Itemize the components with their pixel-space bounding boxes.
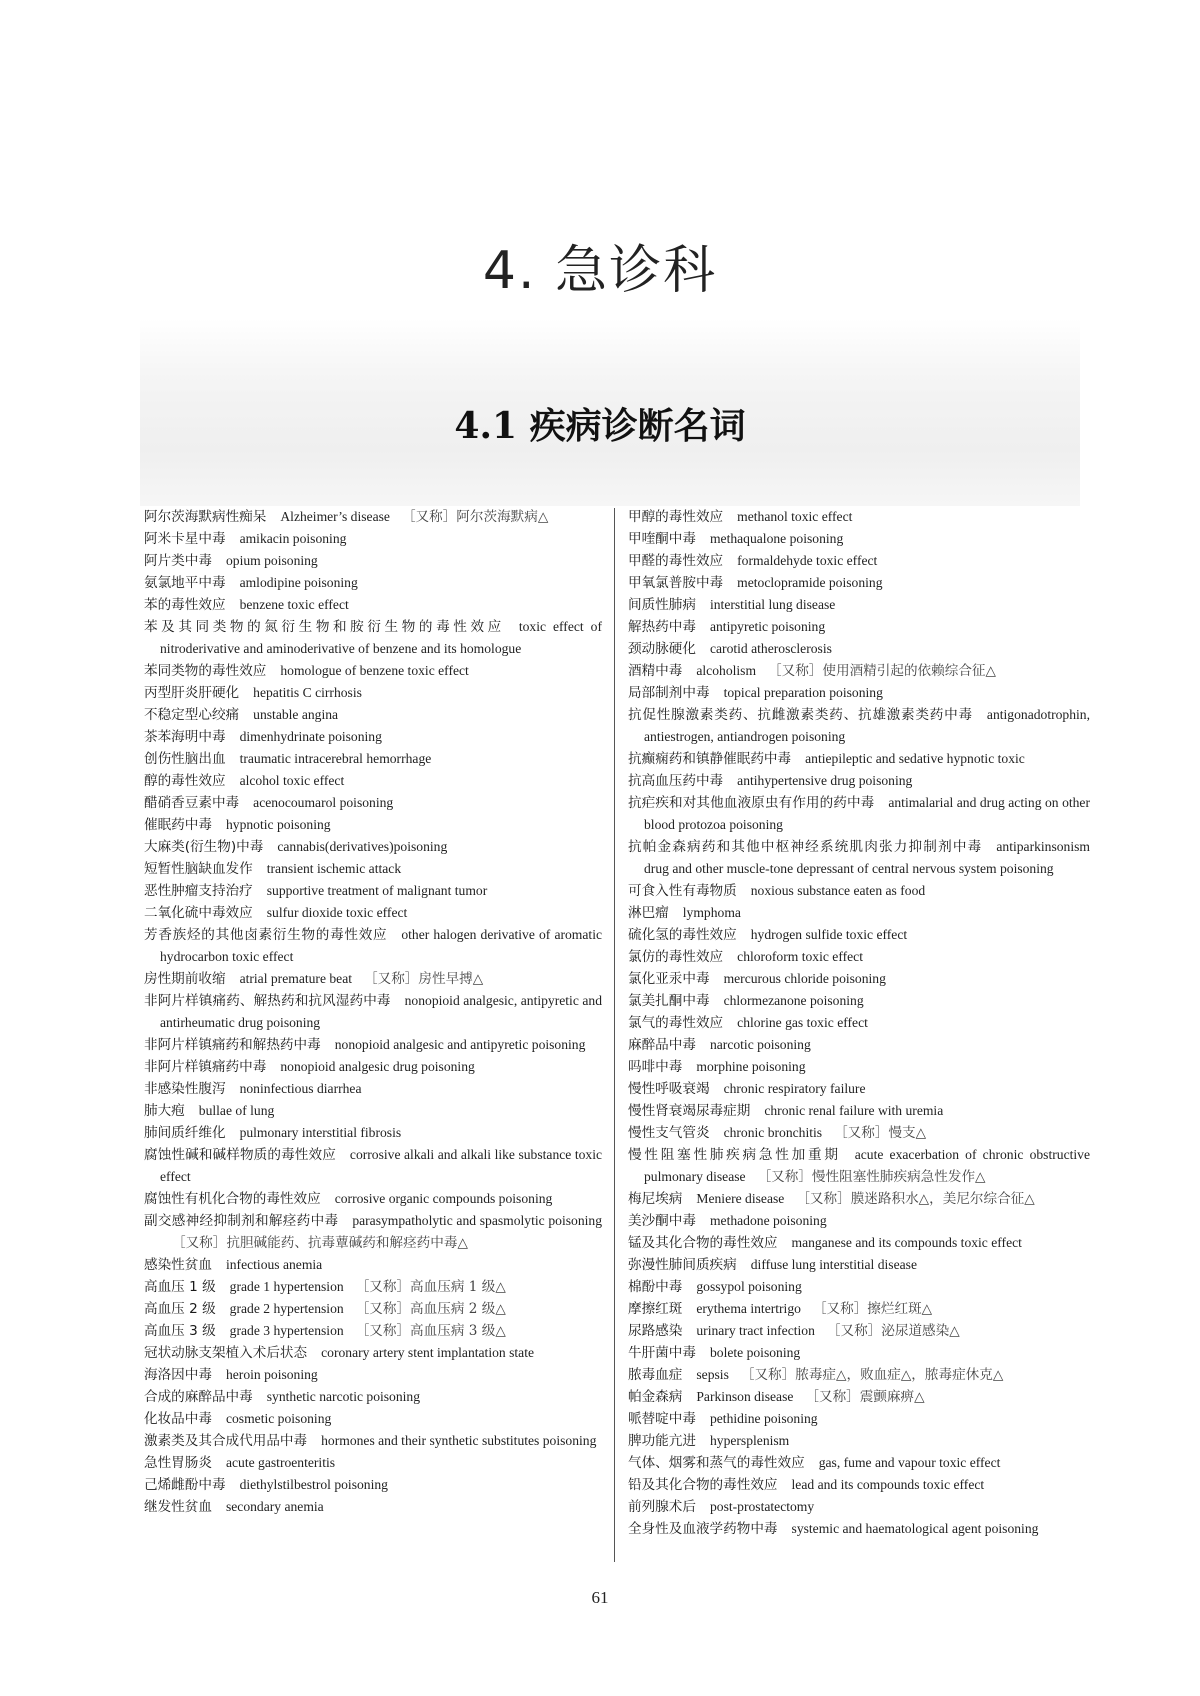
term-english: interstitial lung disease bbox=[709, 597, 836, 612]
glossary-entry bbox=[628, 1188, 1090, 1210]
glossary-column-left bbox=[144, 506, 602, 1518]
term-english: chronic bronchitis bbox=[723, 1125, 823, 1140]
glossary-entry bbox=[144, 968, 602, 990]
term-chinese: 锰及其化合物的毒性效应 bbox=[628, 1235, 778, 1251]
term-chinese: 抗高血压药中毒 bbox=[628, 773, 724, 789]
term-english: gas, fume and vapour toxic effect bbox=[818, 1455, 1001, 1470]
term-chinese: 丙型肝炎肝硬化 bbox=[144, 685, 240, 701]
glossary-entry bbox=[628, 1056, 1090, 1078]
glossary-entry bbox=[144, 1474, 602, 1496]
term-alias: ［又称］使用酒精引起的依赖综合征△ bbox=[768, 663, 996, 679]
term-chinese: 尿路感染 bbox=[628, 1323, 683, 1339]
term-english: infectious anemia bbox=[225, 1257, 323, 1272]
term-chinese: 大麻类(衍生物)中毒 bbox=[144, 839, 264, 855]
glossary-entry bbox=[628, 1276, 1090, 1298]
term-alias: ［又称］慢支△ bbox=[834, 1125, 927, 1141]
term-english: pulmonary interstitial fibrosis bbox=[239, 1125, 402, 1140]
term-chinese: 局部制剂中毒 bbox=[628, 685, 710, 701]
term-chinese: 短暂性脑缺血发作 bbox=[144, 861, 253, 877]
term-english: cannabis(derivatives)poisoning bbox=[277, 839, 448, 854]
term-english: unstable angina bbox=[253, 707, 339, 722]
term-english: antigonadotrophin, antiestrogen, antiandrogen poisoning bbox=[644, 707, 1090, 744]
term-english: parasympatholytic and spasmolytic poisoning bbox=[352, 1213, 602, 1228]
term-chinese: 腐蚀性有机化合物的毒性效应 bbox=[144, 1191, 321, 1207]
term-english: manganese and its compounds toxic effect bbox=[791, 1235, 1022, 1250]
glossary-entry bbox=[144, 880, 602, 902]
term-english: acute exacerbation of chronic obstructive pulmonary disease bbox=[644, 1147, 1090, 1184]
glossary-entry bbox=[144, 550, 602, 572]
term-chinese: 激素类及其合成代用品中毒 bbox=[144, 1433, 308, 1449]
glossary-entry bbox=[628, 770, 1090, 792]
term-english: synthetic narcotic poisoning bbox=[266, 1389, 421, 1404]
term-english: nonopioid analgesic, antipyretic and antirheumatic drug poisoning bbox=[160, 993, 602, 1030]
glossary-entry bbox=[628, 748, 1090, 770]
term-alias: ［又称］房性早搏△ bbox=[364, 971, 484, 987]
glossary-entry bbox=[144, 682, 602, 704]
glossary-entry bbox=[144, 1342, 602, 1364]
term-chinese: 非阿片样镇痛药、解热药和抗风湿药中毒 bbox=[144, 993, 391, 1009]
term-chinese: 茶苯海明中毒 bbox=[144, 729, 226, 745]
term-chinese: 硫化氢的毒性效应 bbox=[628, 927, 737, 943]
term-english: lymphoma bbox=[682, 905, 741, 920]
term-english: methaqualone poisoning bbox=[709, 531, 844, 546]
term-chinese: 醇的毒性效应 bbox=[144, 773, 226, 789]
term-english: sulfur dioxide toxic effect bbox=[266, 905, 408, 920]
term-english: morphine poisoning bbox=[696, 1059, 806, 1074]
term-chinese: 梅尼埃病 bbox=[628, 1191, 683, 1207]
term-chinese: 麻醉品中毒 bbox=[628, 1037, 696, 1053]
glossary-entry bbox=[144, 506, 602, 528]
glossary-entry bbox=[628, 682, 1090, 704]
glossary-entry bbox=[144, 1122, 602, 1144]
glossary-entry bbox=[628, 1496, 1090, 1518]
glossary-entry bbox=[144, 770, 602, 792]
glossary-entry bbox=[144, 660, 602, 682]
term-english: hepatitis C cirrhosis bbox=[253, 685, 362, 700]
term-english: bolete poisoning bbox=[709, 1345, 801, 1360]
term-chinese: 慢性阻塞性肺疾病急性加重期 bbox=[628, 1147, 841, 1163]
term-chinese: 肺间质纤维化 bbox=[144, 1125, 226, 1141]
glossary-entry bbox=[144, 1496, 602, 1518]
glossary-entry bbox=[628, 990, 1090, 1012]
glossary-entry bbox=[144, 814, 602, 836]
term-english: noxious substance eaten as food bbox=[750, 883, 926, 898]
term-english: topical preparation poisoning bbox=[723, 685, 883, 700]
term-english: narcotic poisoning bbox=[709, 1037, 811, 1052]
term-chinese: 抗疟疾和对其他血液原虫有作用的药中毒 bbox=[628, 795, 875, 811]
glossary-entry bbox=[628, 1078, 1090, 1100]
glossary-entry bbox=[144, 1034, 602, 1056]
term-chinese: 气体、烟雾和蒸气的毒性效应 bbox=[628, 1455, 805, 1471]
term-english: acute gastroenteritis bbox=[225, 1455, 336, 1470]
glossary-entry bbox=[628, 1386, 1090, 1408]
term-chinese: 高血压 1 级 bbox=[144, 1279, 216, 1295]
term-chinese: 阿片类中毒 bbox=[144, 553, 212, 569]
term-chinese: 苯同类物的毒性效应 bbox=[144, 663, 267, 679]
term-english: grade 2 hypertension bbox=[229, 1301, 344, 1316]
term-english: lead and its compounds toxic effect bbox=[791, 1477, 985, 1492]
term-english: secondary anemia bbox=[225, 1499, 324, 1514]
term-english: gossypol poisoning bbox=[696, 1279, 802, 1294]
term-chinese: 淋巴瘤 bbox=[628, 905, 669, 921]
term-chinese: 二氧化硫中毒效应 bbox=[144, 905, 253, 921]
term-chinese: 氯仿的毒性效应 bbox=[628, 949, 724, 965]
term-chinese: 肺大疱 bbox=[144, 1103, 185, 1119]
term-chinese: 脓毒血症 bbox=[628, 1367, 683, 1383]
glossary-entry bbox=[144, 1144, 602, 1188]
term-english: Meniere disease bbox=[696, 1191, 785, 1206]
term-english: carotid atherosclerosis bbox=[709, 641, 832, 656]
glossary-entry bbox=[628, 1122, 1090, 1144]
chapter-title: 4. 急诊科 bbox=[482, 241, 718, 301]
glossary-entry bbox=[144, 1210, 602, 1254]
glossary-entry bbox=[144, 836, 602, 858]
term-chinese: 不稳定型心绞痛 bbox=[144, 707, 240, 723]
glossary-entry bbox=[144, 902, 602, 924]
term-chinese: 苯的毒性效应 bbox=[144, 597, 226, 613]
term-english: systemic and haematological agent poisoning bbox=[791, 1521, 1039, 1536]
glossary-entry bbox=[628, 1298, 1090, 1320]
glossary-entry bbox=[144, 1056, 602, 1078]
term-chinese: 非阿片样镇痛药和解热药中毒 bbox=[144, 1037, 321, 1053]
term-english: amikacin poisoning bbox=[239, 531, 347, 546]
term-chinese: 醋硝香豆素中毒 bbox=[144, 795, 240, 811]
term-chinese: 甲氧氯普胺中毒 bbox=[628, 575, 724, 591]
term-chinese: 恶性肿瘤支持治疗 bbox=[144, 883, 253, 899]
term-english: antiparkinsonism drug and other muscle-tone depressant of central nervous system poisoning bbox=[644, 839, 1090, 876]
term-chinese: 阿米卡星中毒 bbox=[144, 531, 226, 547]
term-alias: ［又称］高血压病 2 级△ bbox=[355, 1301, 506, 1317]
glossary-entry bbox=[628, 968, 1090, 990]
term-chinese: 高血压 3 级 bbox=[144, 1323, 216, 1339]
term-english: cosmetic poisoning bbox=[225, 1411, 332, 1426]
term-chinese: 弥漫性肺间质疾病 bbox=[628, 1257, 737, 1273]
glossary-entry bbox=[144, 924, 602, 968]
term-chinese: 抗帕金森病药和其他中枢神经系统肌肉张力抑制剂中毒 bbox=[628, 839, 983, 855]
term-english: chronic respiratory failure bbox=[723, 1081, 866, 1096]
term-chinese: 氯气的毒性效应 bbox=[628, 1015, 724, 1031]
glossary-entry bbox=[144, 1364, 602, 1386]
term-english: corrosive alkali and alkali like substance toxic effect bbox=[160, 1147, 603, 1184]
term-english: antiepileptic and sedative hypnotic toxic bbox=[805, 751, 1025, 766]
column-divider bbox=[614, 508, 615, 1562]
term-chinese: 苯及其同类物的氮衍生物和胺衍生物的毒性效应 bbox=[144, 619, 505, 635]
glossary-entry bbox=[628, 1012, 1090, 1034]
term-chinese: 间质性肺病 bbox=[628, 597, 696, 613]
term-chinese: 甲喹酮中毒 bbox=[628, 531, 696, 547]
glossary-entry bbox=[628, 506, 1090, 528]
term-chinese: 非阿片样镇痛药中毒 bbox=[144, 1059, 267, 1075]
glossary-entry bbox=[144, 1078, 602, 1100]
term-english: sepsis bbox=[696, 1367, 729, 1382]
term-alias: ［又称］抗胆碱能药、抗毒蕈碱药和解痉药中毒△ bbox=[172, 1235, 468, 1251]
term-chinese: 氨氯地平中毒 bbox=[144, 575, 226, 591]
term-english: transient ischemic attack bbox=[266, 861, 402, 876]
glossary-entry bbox=[628, 572, 1090, 594]
term-english: traumatic intracerebral hemorrhage bbox=[239, 751, 432, 766]
term-chinese: 房性期前收缩 bbox=[144, 971, 226, 987]
term-english: hypnotic poisoning bbox=[225, 817, 331, 832]
term-english: Parkinson disease bbox=[696, 1389, 794, 1404]
term-chinese: 慢性呼吸衰竭 bbox=[628, 1081, 710, 1097]
term-chinese: 急性胃肠炎 bbox=[144, 1455, 212, 1471]
term-chinese: 哌替啶中毒 bbox=[628, 1411, 696, 1427]
glossary-entry bbox=[628, 1254, 1090, 1276]
term-chinese: 甲醇的毒性效应 bbox=[628, 509, 724, 525]
glossary-entry bbox=[628, 616, 1090, 638]
glossary-entry bbox=[144, 1430, 602, 1452]
term-alias: ［又称］高血压病 1 级△ bbox=[355, 1279, 506, 1295]
term-english: methanol toxic effect bbox=[737, 509, 853, 524]
glossary-entry bbox=[628, 1320, 1090, 1342]
term-english: amlodipine poisoning bbox=[239, 575, 358, 590]
term-english: chronic renal failure with uremia bbox=[764, 1103, 944, 1118]
glossary-entry bbox=[628, 1342, 1090, 1364]
term-alias: ［又称］膜迷路积水△，美尼尔综合征△ bbox=[796, 1191, 1035, 1207]
term-english: chlorine gas toxic effect bbox=[737, 1015, 868, 1030]
term-chinese: 抗促性腺激素类药、抗雌激素类药、抗雄激素类药中毒 bbox=[628, 707, 973, 723]
glossary-entry bbox=[144, 528, 602, 550]
term-alias: ［又称］震颤麻痹△ bbox=[805, 1389, 925, 1405]
term-alias: ［又称］泌尿道感染△ bbox=[826, 1323, 960, 1339]
term-chinese: 合成的麻醉品中毒 bbox=[144, 1389, 253, 1405]
term-chinese: 牛肝菌中毒 bbox=[628, 1345, 696, 1361]
term-english: grade 1 hypertension bbox=[229, 1279, 344, 1294]
term-english: nonopioid analgesic and antipyretic poisoning bbox=[334, 1037, 586, 1052]
term-chinese: 酒精中毒 bbox=[628, 663, 683, 679]
term-chinese: 继发性贫血 bbox=[144, 1499, 212, 1515]
term-english: alcoholism bbox=[696, 663, 757, 678]
term-english: formaldehyde toxic effect bbox=[737, 553, 878, 568]
term-english: diethylstilbestrol poisoning bbox=[239, 1477, 388, 1492]
glossary-entry bbox=[628, 1408, 1090, 1430]
term-chinese: 甲醛的毒性效应 bbox=[628, 553, 724, 569]
term-chinese: 铅及其化合物的毒性效应 bbox=[628, 1477, 778, 1493]
glossary-entry bbox=[628, 594, 1090, 616]
term-alias: ［又称］阿尔茨海默病△ bbox=[401, 509, 549, 525]
term-english: mercurous chloride poisoning bbox=[723, 971, 886, 986]
term-english: acenocoumarol poisoning bbox=[253, 795, 394, 810]
term-chinese: 可食入性有毒物质 bbox=[628, 883, 737, 899]
term-english: corrosive organic compounds poisoning bbox=[334, 1191, 553, 1206]
term-english: supportive treatment of malignant tumor bbox=[266, 883, 488, 898]
term-english: atrial premature beat bbox=[239, 971, 353, 986]
term-alias: ［又称］慢性阻塞性肺疾病急性发作△ bbox=[757, 1169, 986, 1185]
section-title: 4.1 疾病诊断名词 bbox=[454, 405, 746, 447]
term-chinese: 氯化亚汞中毒 bbox=[628, 971, 710, 987]
term-english: heroin poisoning bbox=[225, 1367, 318, 1382]
term-chinese: 芳香族烃的其他卤素衍生物的毒性效应 bbox=[144, 927, 388, 943]
term-chinese: 解热药中毒 bbox=[628, 619, 696, 635]
term-chinese: 化妆品中毒 bbox=[144, 1411, 212, 1427]
term-chinese: 海洛因中毒 bbox=[144, 1367, 212, 1383]
glossary-entry bbox=[144, 1188, 602, 1210]
term-english: grade 3 hypertension bbox=[229, 1323, 344, 1338]
term-chinese: 慢性支气管炎 bbox=[628, 1125, 710, 1141]
term-chinese: 己烯雌酚中毒 bbox=[144, 1477, 226, 1493]
term-english: chloroform toxic effect bbox=[737, 949, 863, 964]
term-english: hypersplenism bbox=[709, 1433, 790, 1448]
term-chinese: 阿尔茨海默病性痴呆 bbox=[144, 509, 267, 525]
glossary-entry bbox=[628, 1452, 1090, 1474]
term-chinese: 高血压 2 级 bbox=[144, 1301, 216, 1317]
term-chinese: 副交感神经抑制剂和解痉药中毒 bbox=[144, 1213, 339, 1229]
term-english: other halogen derivative of aromatic hydrocarbon toxic effect bbox=[160, 927, 603, 964]
term-chinese: 前列腺术后 bbox=[628, 1499, 696, 1515]
term-english: urinary tract infection bbox=[696, 1323, 815, 1338]
term-english: pethidine poisoning bbox=[709, 1411, 818, 1426]
term-english: alcohol toxic effect bbox=[239, 773, 345, 788]
glossary-entry bbox=[144, 1386, 602, 1408]
term-chinese: 非感染性腹泻 bbox=[144, 1081, 226, 1097]
glossary-entry bbox=[628, 638, 1090, 660]
glossary-entry bbox=[144, 858, 602, 880]
term-english: toxic effect of nitroderivative and aminoderivative of benzene and its homologue bbox=[160, 619, 602, 656]
term-english: noninfectious diarrhea bbox=[239, 1081, 362, 1096]
term-english: hormones and their synthetic substitutes poisoning bbox=[321, 1433, 597, 1448]
glossary-entry bbox=[144, 1408, 602, 1430]
term-chinese: 氯美扎酮中毒 bbox=[628, 993, 710, 1009]
term-english: benzene toxic effect bbox=[239, 597, 349, 612]
term-english: dimenhydrinate poisoning bbox=[239, 729, 382, 744]
term-chinese: 帕金森病 bbox=[628, 1389, 683, 1405]
glossary-entry bbox=[628, 1364, 1090, 1386]
term-alias: ［又称］高血压病 3 级△ bbox=[355, 1323, 506, 1339]
glossary-entry bbox=[628, 792, 1090, 836]
term-chinese: 全身性及血液学药物中毒 bbox=[628, 1521, 778, 1537]
glossary-entry bbox=[628, 836, 1090, 880]
term-english: bullae of lung bbox=[198, 1103, 275, 1118]
glossary-entry bbox=[628, 1474, 1090, 1496]
term-chinese: 抗癫痫药和镇静催眠药中毒 bbox=[628, 751, 792, 767]
glossary-entry bbox=[144, 792, 602, 814]
term-english: Alzheimer’s disease bbox=[280, 509, 390, 524]
glossary-entry bbox=[628, 1518, 1090, 1540]
term-chinese: 腐蚀性碱和碱样物质的毒性效应 bbox=[144, 1147, 336, 1163]
term-chinese: 吗啡中毒 bbox=[628, 1059, 683, 1075]
term-english: chlormezanone poisoning bbox=[723, 993, 864, 1008]
glossary-entry bbox=[628, 1034, 1090, 1056]
glossary-entry bbox=[628, 1144, 1090, 1188]
glossary-entry bbox=[628, 1430, 1090, 1452]
term-english: nonopioid analgesic drug poisoning bbox=[280, 1059, 475, 1074]
term-english: homologue of benzene toxic effect bbox=[280, 663, 469, 678]
term-english: post-prostatectomy bbox=[709, 1499, 815, 1514]
term-chinese: 棉酚中毒 bbox=[628, 1279, 683, 1295]
glossary-entry bbox=[144, 704, 602, 726]
glossary-entry bbox=[144, 1298, 602, 1320]
term-alias: ［又称］脓毒症△，败血症△，脓毒症休克△ bbox=[740, 1367, 1004, 1383]
term-english: coronary artery stent implantation state bbox=[321, 1345, 535, 1360]
term-chinese: 慢性肾衰竭尿毒症期 bbox=[628, 1103, 751, 1119]
glossary-entry bbox=[628, 660, 1090, 682]
glossary-entry bbox=[144, 748, 602, 770]
term-english: hydrogen sulfide toxic effect bbox=[750, 927, 908, 942]
glossary-entry bbox=[144, 1254, 602, 1276]
term-english: antimalarial and drug acting on other blood protozoa poisoning bbox=[644, 795, 1090, 832]
term-chinese: 催眠药中毒 bbox=[144, 817, 212, 833]
term-chinese: 冠状动脉支架植入术后状态 bbox=[144, 1345, 308, 1361]
term-chinese: 美沙酮中毒 bbox=[628, 1213, 696, 1229]
page-number: 61 bbox=[591, 1588, 609, 1607]
glossary-entry bbox=[628, 704, 1090, 748]
glossary-entry bbox=[628, 1232, 1090, 1254]
term-chinese: 摩擦红斑 bbox=[628, 1301, 683, 1317]
glossary-entry bbox=[628, 946, 1090, 968]
glossary-entry bbox=[628, 880, 1090, 902]
term-english: methadone poisoning bbox=[709, 1213, 827, 1228]
term-chinese: 颈动脉硬化 bbox=[628, 641, 696, 657]
glossary-entry bbox=[144, 572, 602, 594]
term-alias: ［又称］擦烂红斑△ bbox=[812, 1301, 933, 1317]
term-english: diffuse lung interstitial disease bbox=[750, 1257, 917, 1272]
term-chinese: 感染性贫血 bbox=[144, 1257, 212, 1273]
glossary-entry bbox=[144, 990, 602, 1034]
glossary-entry bbox=[628, 924, 1090, 946]
glossary-entry bbox=[628, 1100, 1090, 1122]
glossary-column-right bbox=[628, 506, 1090, 1540]
term-english: antipyretic poisoning bbox=[709, 619, 826, 634]
term-chinese: 创伤性脑出血 bbox=[144, 751, 226, 767]
glossary-entry bbox=[628, 550, 1090, 572]
term-english: opium poisoning bbox=[225, 553, 318, 568]
glossary-entry bbox=[144, 594, 602, 616]
term-english: antihypertensive drug poisoning bbox=[737, 773, 913, 788]
glossary-entry bbox=[144, 1276, 602, 1298]
glossary-entry bbox=[144, 1320, 602, 1342]
glossary-entry bbox=[144, 1100, 602, 1122]
glossary-entry bbox=[144, 616, 602, 660]
term-english: erythema intertrigo bbox=[696, 1301, 801, 1316]
glossary-entry bbox=[628, 528, 1090, 550]
glossary-entry bbox=[144, 1452, 602, 1474]
glossary-entry bbox=[628, 902, 1090, 924]
glossary-entry bbox=[144, 726, 602, 748]
term-english: metoclopramide poisoning bbox=[737, 575, 883, 590]
term-chinese: 脾功能亢进 bbox=[628, 1433, 696, 1449]
glossary-entry bbox=[628, 1210, 1090, 1232]
